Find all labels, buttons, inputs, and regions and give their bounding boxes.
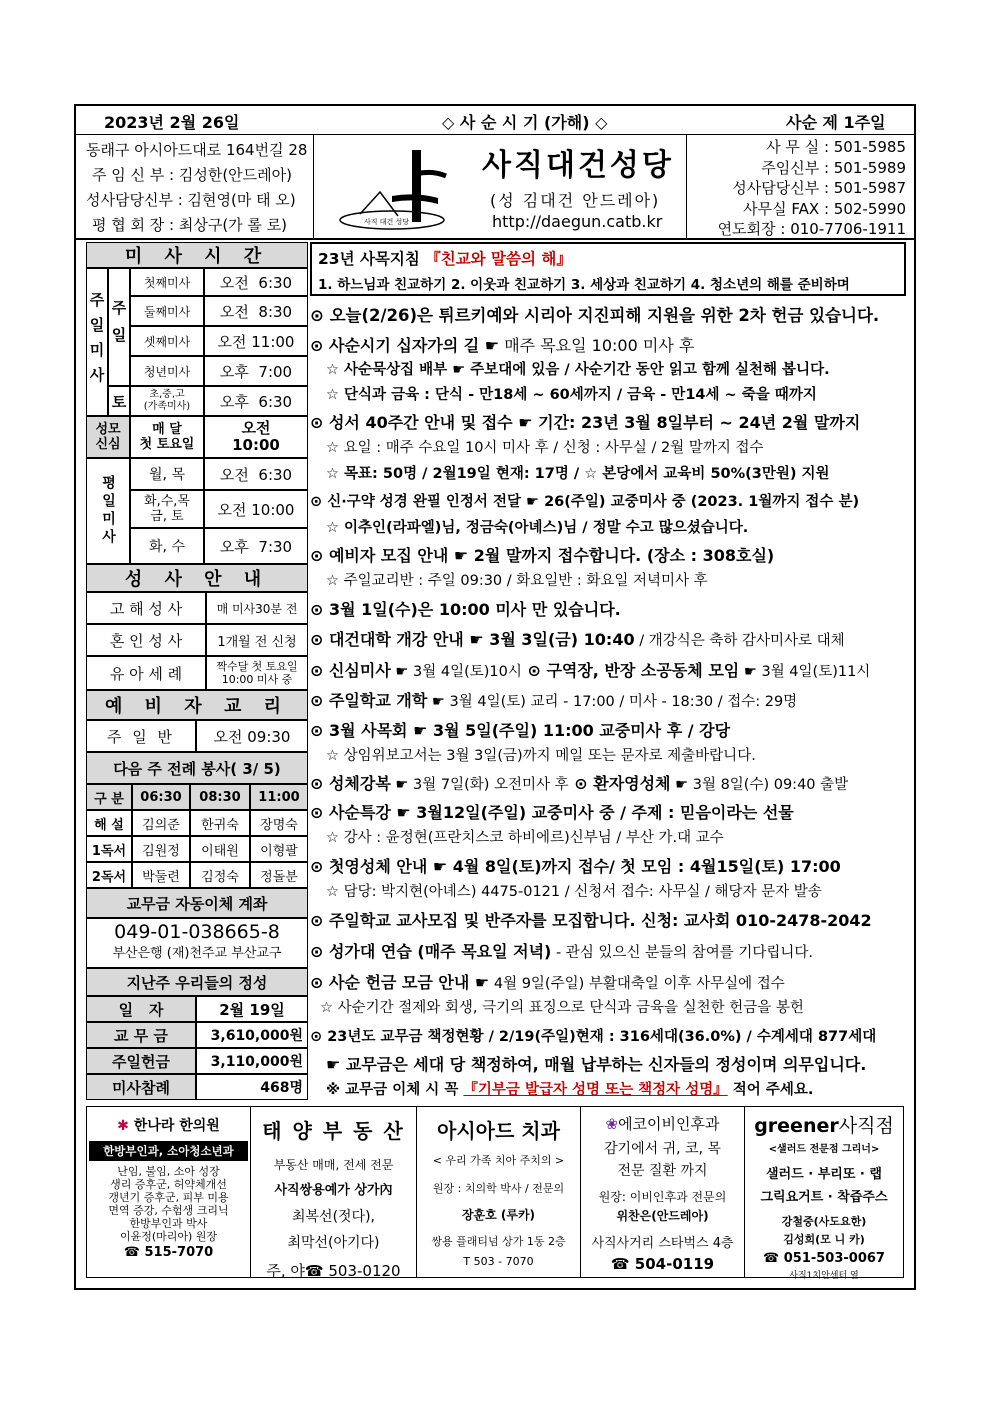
notice-line: ☆ 사순기간 절제와 회생, 극기의 표징으로 단식과 금육을 실천한 헌금을 봉헌: [320, 1000, 804, 1016]
notice-line: [310, 970, 785, 993]
notice-line: ☆ 목표: 50명 / 2월19일 현재: 17명 / ☆ 본당에서 교육비 50%(3만원) 지원: [326, 466, 830, 482]
service-person: 이태원: [190, 836, 250, 862]
weekday-day: 화,수,목: [144, 494, 190, 509]
notice-line: [310, 658, 870, 681]
motto-box: [310, 242, 906, 296]
notice-line: ⊙ 주일학교 교사모집 및 반주자를 모집합니다. 신청: 교사회 010-2478-2042: [310, 911, 872, 930]
mass-row-time: 오후 6:30: [204, 386, 308, 416]
marian-time-1: 오전: [241, 419, 271, 437]
service-role: 2독서: [86, 862, 132, 888]
ad-greener: [745, 1107, 903, 1281]
ad-line: 원장: 이비인후과 전문의: [598, 1190, 727, 1204]
weekday-time: 오전 10:00: [204, 490, 308, 528]
ad-tel: ☎ 504-0119: [610, 1255, 715, 1273]
weekday-mass-label: 평일미사: [86, 458, 130, 564]
ad-hanara-title: [87, 1115, 250, 1135]
sacrament-info: 매 미사30분 전: [206, 592, 308, 624]
catechumen-time: 오전 09:30: [196, 720, 308, 752]
church-url[interactable]: http://daegun.catb.kr: [492, 212, 663, 231]
mass-row-time: 오전 11:00: [204, 326, 308, 356]
notice-line: ⊙ 23년도 교무금 책정현황 / 2/19(주일)현재 : 316세대(36.0%) / 수계세대 877세대: [310, 1029, 877, 1045]
church-name: 사직대건성당: [482, 148, 674, 183]
eco-logo-icon: ❀: [605, 1115, 619, 1133]
offering-label: 미사참례: [86, 1074, 196, 1100]
ad-line: 사직쌍용예가 상가內: [274, 1183, 393, 1198]
office-fax: 사무실 FAX : 502-5990: [743, 199, 906, 218]
marian-label: [86, 416, 130, 458]
header-staff: [76, 134, 314, 238]
ad-strip: [86, 1106, 904, 1281]
ad-line: 부동산 매매, 전세 전문: [273, 1158, 394, 1172]
service-header: 구 분: [86, 784, 132, 810]
ad-name-branch: 사직점: [838, 1115, 894, 1137]
notice-bold: ⊙ 성가대 연습 (매주 목요일 저녁): [310, 942, 552, 961]
service-person: 김정숙: [190, 862, 250, 888]
ad-hanara-desc: [87, 1165, 250, 1243]
offering-value: 2월 19일: [196, 996, 308, 1022]
ad-line: 원장 : 치의학 박사 / 전문의: [432, 1182, 565, 1195]
ad-taeyang: [251, 1107, 417, 1280]
notice-text: ☛ 매주 목요일 10:00 미사 후: [484, 336, 695, 355]
notice-line: ☆ 상임위보고서는 3월 3일(금)까지 메일 또는 문자로 제출바랍니다.: [326, 748, 756, 764]
notice-line: ⊙ 신·구약 성경 완필 인정서 전달 ☛ 26(주일) 교중미사 중 (2023. 1월까지 접수 분): [310, 494, 860, 510]
notice-line: [310, 333, 694, 356]
marian-day-2: 첫 토요일: [139, 437, 195, 452]
notice-bold: ⊙ 구역장, 반장 소공동체 모임: [521, 661, 740, 680]
mass-row-time: 오후 7:00: [204, 356, 308, 386]
notice-bold: ⊙ 주일학교 개학: [310, 691, 428, 710]
notice-line: [310, 771, 848, 794]
notice-text: 적어 주세요.: [727, 1082, 814, 1098]
marian-day: [130, 416, 204, 458]
notice-line: ⊙ 성서 40주간 안내 및 접수 ☛ 기간: 23년 3월 8일부터 ~ 24년 2월 말까지: [310, 413, 861, 432]
marian-day-1: 매 달: [152, 422, 182, 437]
mass-row-name: 첫째미사: [130, 268, 204, 296]
notice-bold: ⊙ 신심미사: [310, 661, 391, 680]
marian-label-1: 성모: [95, 422, 121, 437]
weekday-time: 오전 6:30: [204, 458, 308, 490]
ad-line: 감기에서 귀, 코, 목: [604, 1141, 721, 1157]
ad-hanara-tel: ☎ 515-7070: [123, 1245, 214, 1260]
notice-line: [326, 1078, 813, 1099]
account-box: [86, 918, 308, 968]
weekday-time: 오후 7:30: [204, 528, 308, 564]
notice-line: ⊙ 오늘(2/26)은 튀르키예와 시리아 지진피해 지원을 위한 2차 헌금 있습니다.: [310, 306, 880, 325]
ad-line: 최복선(젓다),: [292, 1209, 375, 1225]
sacrament-info: 1개월 전 신청: [206, 624, 308, 656]
account-number: 049-01-038665-8: [114, 921, 280, 943]
ad-tel: ☎ 051-503-0067: [763, 1251, 885, 1266]
mass-row-time: 오전 6:30: [204, 268, 308, 296]
notice-line: ☆ 단식과 금육 : 단식 - 만18세 ~ 60세까지 / 금육 - 만14세 ~ 죽을 때까지: [326, 387, 817, 403]
account-title: 교무금 자동이체 계좌: [86, 888, 308, 918]
service-person: 이형팔: [250, 836, 308, 862]
notice-line: ☆ 요일 : 매주 수요일 10시 미사 후 / 신청 : 사무실 / 2월 말까지 접수: [326, 440, 764, 456]
header-center: [314, 134, 686, 238]
notice-highlight: 『기부금 발급자 성명 또는 책정자 성명』: [463, 1082, 728, 1098]
notice-line: ☆ 강사 : 윤정현(프란치스코 하비에르)신부님 / 부산 가.대 교수: [326, 830, 724, 846]
motto-theme: 『친교와 말씀의 해』: [425, 250, 572, 268]
notice-text: ☛ 3월 7일(화) 오전미사 후: [390, 777, 569, 793]
bulletin-date: 2023년 2월 26일: [104, 113, 240, 132]
ad-line: 위찬은(안드레아): [616, 1209, 709, 1223]
ad-dental: [417, 1107, 581, 1277]
sunday-mass-label: 주일미사: [86, 268, 108, 416]
mass-row-name: 청년미사: [130, 356, 204, 386]
assistant-phone: 성사담당신부 : 501-5987: [732, 179, 906, 197]
offering-label: 일 자: [86, 996, 196, 1022]
pastor-phone: 주임신부 : 501-5989: [761, 158, 906, 177]
ad-name: 태 양 부 동 산: [262, 1119, 405, 1143]
sacrament-name: 고 해 성 사: [86, 592, 206, 624]
ad-tel: T 503 - 7070: [463, 1255, 534, 1268]
ad-line: 난임, 불임, 소아 성장: [117, 1165, 220, 1178]
ad-eco-title: [581, 1113, 744, 1134]
notice-line: ⊙ 첫영성체 안내 ☛ 4월 8일(토)까지 접수/ 첫 모임 : 4월15일(토) 17:00: [310, 857, 841, 876]
notice-text: ☛ 3월 4일(토)11시: [739, 664, 871, 680]
notice-line: [310, 688, 797, 711]
notice-bold: ⊙ 사순 헌금 모금 안내 ☛: [310, 973, 490, 992]
notice-text: 4월 9일(주일) 부활대축일 이후 사무실에 접수: [489, 976, 785, 992]
ad-line: 전문 질환 까지: [617, 1163, 708, 1179]
notice-line: [310, 627, 845, 650]
ad-line: 쌍용 플래티넘 상가 1동 2층: [431, 1235, 566, 1248]
ad-line: 사직1치안센터 옆: [789, 1271, 859, 1281]
motto-items: 1. 하느님과 친교하기 2. 이웃과 친교하기 3. 세상과 친교하기 4. 청소년의 해를 준비하며: [318, 277, 850, 293]
marian-time-2: 10:00: [232, 436, 280, 454]
notice-line: ☆ 사순묵상집 배부 ☛ 주보대에 있음 / 사순기간 동안 읽고 함께 실천해 봅니다.: [326, 362, 830, 378]
marian-time: [204, 416, 308, 458]
ad-greener-title: [745, 1111, 903, 1138]
council-name: 평 협 회 장 : 최상구(가 롤 로): [92, 216, 288, 234]
liturgical-season: ◇ 사 순 시 기 (가해) ◇: [442, 113, 608, 132]
motto-label: 23년 사목지침: [318, 250, 426, 268]
notice-line: ☆ 이추인(라파엘)님, 정금숙(아녜스)님 / 정말 수고 많으셨습니다.: [326, 520, 749, 536]
motto-title: [318, 247, 572, 269]
mass-title: 미 사 시 간: [86, 242, 308, 268]
ad-line: < 우리 가족 치아 주치의 >: [432, 1154, 565, 1167]
sacrament-info2: 10:00 미사 중: [221, 673, 293, 686]
header: [76, 134, 914, 240]
ad-hanara: [87, 1107, 251, 1277]
top-bar: [76, 106, 914, 135]
offering-label: 교 무 금: [86, 1022, 196, 1048]
notice-text: / 개강식은 축하 감사미사로 대체: [634, 633, 845, 649]
service-title: 다음 주 전례 봉사( 3/ 5): [86, 752, 308, 784]
mass-row-family: [130, 386, 204, 416]
notice-line: ⊙ 예비자 모집 안내 ☛ 2월 말까지 접수합니다. (장소 : 308호실): [310, 546, 775, 565]
service-header: 11:00: [250, 784, 308, 810]
ad-line: 갱년기 증후군, 피부 미용: [108, 1191, 229, 1204]
offering-value: 3,110,000원: [196, 1048, 308, 1074]
ad-line: 강철중(사도요한): [781, 1215, 867, 1228]
offering-value: 468명: [196, 1074, 308, 1100]
service-header: 06:30: [132, 784, 190, 810]
flower-icon: ✱: [117, 1118, 129, 1134]
ad-line: 장훈호 (루카): [461, 1208, 536, 1222]
service-person: 정돌분: [250, 862, 308, 888]
church-logo-icon: [332, 144, 450, 232]
ad-line: 한방부인과 박사: [129, 1217, 208, 1230]
ad-line: <샐러드 전문점 그리너>: [768, 1144, 880, 1155]
ad-line: 사직사거리 스타벅스 4층: [591, 1236, 734, 1251]
offering-label: 주일헌금: [86, 1048, 196, 1074]
weekday-day2: 금, 토: [150, 509, 184, 524]
weekday-day: 화, 수: [130, 528, 204, 564]
ad-line: 샐러드 · 부리또 · 랩: [766, 1167, 882, 1182]
sacrament-info-multi: [206, 656, 308, 690]
notice-text: ☛ 3월 8일(수) 09:40 출발: [670, 777, 849, 793]
notice-line: ☆ 주일교리반 : 주일 09:30 / 화요일반 : 화요일 저녁미사 후: [326, 573, 708, 589]
assistant-name: 성사담당신부 : 김현영(마 태 오): [86, 191, 296, 209]
saturday-label: 토: [108, 386, 130, 416]
logo-text: 사직 대건 성당: [364, 218, 410, 226]
notice-line: ⊙ 3월 1일(수)은 10:00 미사 만 있습니다.: [310, 600, 621, 619]
notice-bold: ⊙ 대건대학 개강 안내 ☛ 3월 3일(금) 10:40: [310, 630, 635, 649]
notice-line: ⊙ 3월 사목회 ☛ 3월 5일(주일) 11:00 교중미사 후 / 강당: [310, 721, 731, 740]
offering-title: 지난주 우리들의 정성: [86, 968, 308, 996]
sacrament-name: 혼 인 성 사: [86, 624, 206, 656]
service-person: 김원정: [132, 836, 190, 862]
weekday-day-multi: [130, 490, 204, 528]
notice-text: ☛ 3월 4일(토)10시: [390, 664, 522, 680]
ad-name: greener: [754, 1115, 839, 1137]
ad-eco: [581, 1107, 745, 1277]
service-role: 해 설: [86, 810, 132, 836]
notice-line: ⊙ 사순특강 ☛ 3월12일(주일) 교중미사 중 / 주제 : 믿음이라는 선물: [310, 803, 794, 822]
service-person: 한귀숙: [190, 810, 250, 836]
marian-label-2: 신심: [95, 437, 121, 452]
notice-bold: ⊙ 성체강복: [310, 774, 391, 793]
mass-row-name2: (가족미사): [143, 401, 191, 412]
ad-name: 아시아드 치과: [437, 1119, 560, 1143]
ad-line: 이윤정(마리아) 원장: [119, 1230, 218, 1243]
liturgical-week: 사순 제 1주일: [786, 113, 886, 132]
sacraments-title: 성 사 안 내: [86, 564, 308, 592]
notice-bold: ⊙ 사순시기 십자가의 길: [310, 336, 485, 355]
service-person: 김의준: [132, 810, 190, 836]
mass-row-time: 오전 8:30: [204, 296, 308, 326]
catechumen-title: 예 비 자 교 리: [86, 690, 308, 720]
office-phone: 사 무 실 : 501-5985: [766, 138, 906, 156]
ad-line: 그릭요거트 · 착즙주스: [760, 1190, 888, 1205]
mass-row-name: 둘째미사: [130, 296, 204, 326]
service-person: 박둘련: [132, 862, 190, 888]
notice-line: ☆ 담당: 박지현(아녜스) 4475-0121 / 신청서 접수: 사무실 / 해당자 문자 발송: [326, 884, 822, 900]
service-person: 장명숙: [250, 810, 308, 836]
mass-row-name: 초,중,고: [149, 389, 185, 400]
notice-text: ※ 교무금 이체 시 꼭: [326, 1082, 464, 1098]
notice-text: ☛ 3월 4일(토) 교리 - 17:00 / 미사 - 18:30 / 접수: 29명: [427, 694, 798, 710]
ad-tel: 주, 야☎ 503-0120: [266, 1262, 401, 1280]
notice-text: - 관심 있으신 분들의 참여를 기다립니다.: [551, 945, 813, 961]
ad-line: 생리 증후군, 허약체개선: [110, 1178, 227, 1191]
service-header: 08:30: [190, 784, 250, 810]
notice-line: [310, 939, 813, 962]
ad-line: 면역 증강, 수험생 크리닉: [108, 1204, 229, 1217]
offering-value: 3,610,000원: [196, 1022, 308, 1048]
account-bank: 부산은행 (재)천주교 부산교구: [112, 946, 282, 961]
notice-line: ☛ 교무금은 세대 당 책정하여, 매월 납부하는 신자들의 정성이며 의무입니다.: [326, 1055, 867, 1074]
ad-line: 김성희(모 니 카): [783, 1233, 865, 1246]
sacrament-name: 유 아 세 례: [86, 656, 206, 690]
ad-hanara-sub: 한방부인과, 소아청소년과: [89, 1141, 248, 1161]
address: 동래구 아시아드대로 164번길 28: [86, 141, 308, 159]
header-phones: [686, 134, 914, 238]
notice-bold: ⊙ 환자영성체: [568, 774, 671, 793]
patron-saint: (성 김대건 안드레아): [490, 191, 661, 210]
ad-line: 최막선(아기다): [287, 1235, 380, 1251]
bulletin-frame: [74, 104, 916, 1290]
ad-name: 에코이비인후과: [618, 1115, 720, 1133]
sunday-label: 주일: [108, 268, 130, 386]
mass-row-name: 셋째미사: [130, 326, 204, 356]
catechumen-class: 주 일 반: [86, 720, 196, 752]
service-role: 1독서: [86, 836, 132, 862]
sacrament-info: 짝수달 첫 토요일: [216, 660, 298, 673]
weekday-day: 월, 목: [130, 458, 204, 490]
pastor-name: 주 임 신 부 : 김성한(안드레아): [92, 166, 292, 184]
youth-phone: 연도회장 : 010-7706-1911: [717, 220, 906, 238]
ad-name: 한나라 한의원: [133, 1118, 220, 1134]
